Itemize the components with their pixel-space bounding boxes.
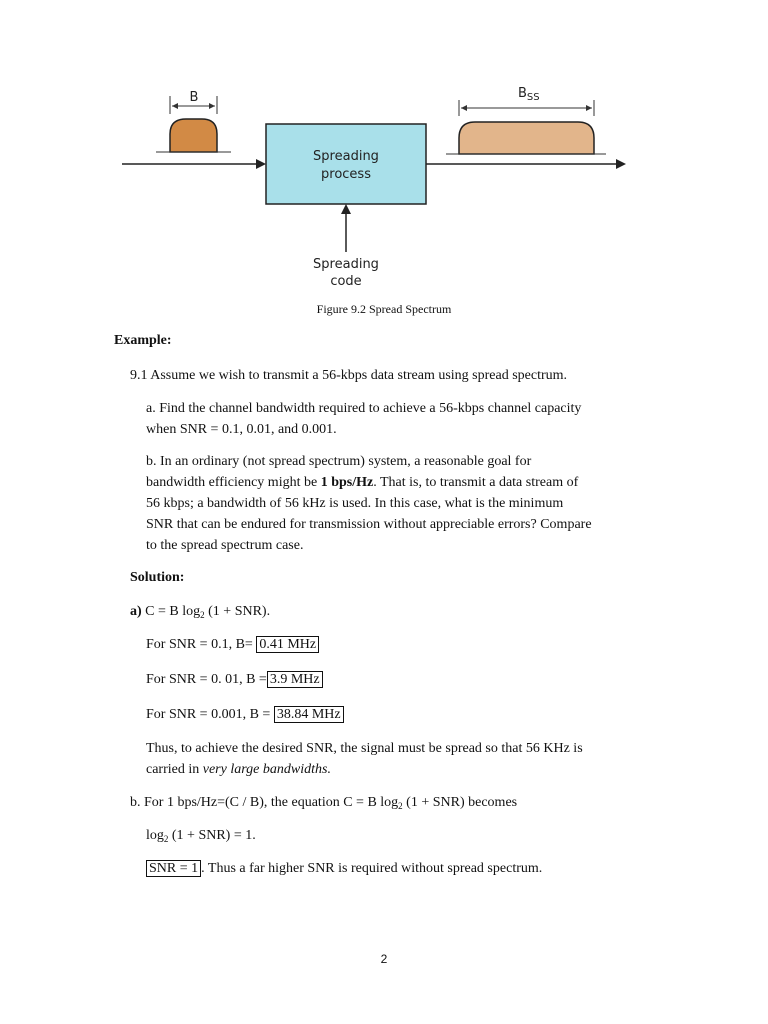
part-b-line: to the spread spectrum case. xyxy=(146,538,304,553)
bold-efficiency: 1 bps/Hz xyxy=(320,475,374,490)
bandwidth-bss-dimension xyxy=(459,86,594,116)
log-equation: $\log_2 (1 + SNR) = 1$. xyxy=(146,828,256,844)
spreading-process-box xyxy=(266,124,426,204)
page-number: 2 xyxy=(380,952,388,966)
problem-statement: 9.1 Assume we wish to transmit a 56-kbps data stream using spread spectrum. xyxy=(130,368,568,383)
answer-box: 0.41 MHz xyxy=(256,636,319,653)
snr-result-3: For SNR = 0.001, B = 38.84 MHz xyxy=(146,704,344,725)
solution-a-formula: a) C = B $\log_2 (1 + SNR)$. xyxy=(130,604,271,620)
answer-box: SNR = 1 xyxy=(146,860,201,877)
solution-a-conclusion: Thus, to achieve the desired SNR, the signal must be spread so that 56 KHz is carried in very large bandwidths. xyxy=(146,741,583,777)
code-label-line2: code xyxy=(330,274,362,289)
part-a-line: a. Find the channel bandwidth required to achieve a 56-kbps channel capacity xyxy=(146,401,582,416)
snr-result-2: For SNR = 0. 01, B = 3.9 MHz xyxy=(146,669,323,690)
solution-heading: Solution: xyxy=(130,570,185,585)
bandwidth-b-dimension xyxy=(170,90,217,114)
part-b-line: SNR that can be endured for transmission without appreciable errors? Compare xyxy=(146,517,592,532)
label-b: B xyxy=(189,90,199,105)
answer-box: 38.84 MHz xyxy=(274,706,344,723)
part-b-line: bandwidth efficiency might be 1 bps/Hz. That is, to transmit a data stream of xyxy=(146,475,579,490)
part-b-line: b. In an ordinary (not spread spectrum) system, a reasonable goal for xyxy=(146,454,532,469)
spread-spectrum-figure xyxy=(118,82,628,292)
answer-box: 3.9 MHz xyxy=(267,671,323,688)
narrowband-signal-shape xyxy=(170,119,217,152)
label-bss: $B_{SS}$ xyxy=(518,86,540,103)
wideband-signal-shape xyxy=(459,122,594,154)
solution-b-formula: b. For 1 bps/Hz=(C / B), the equation C = B $\log_2 (1 + SNR)$ becomes xyxy=(130,795,518,811)
figure-caption: Figure 9.2 Spread Spectrum xyxy=(316,302,452,316)
solution-b-result: SNR = 1 . Thus a far higher SNR is required without spread spectrum. xyxy=(146,858,542,879)
part-a-line: when SNR = 0.1, 0.01, and 0.001. xyxy=(146,422,337,437)
part-b-question xyxy=(146,451,592,556)
spread-spectrum-diagram xyxy=(118,82,628,292)
part-b-line: 56 kbps; a bandwidth of 56 kHz is used. In this case, what is the minimum xyxy=(146,496,564,511)
snr-result-1: For SNR = 0.1, B= 0.41 MHz xyxy=(146,634,319,655)
example-heading: Example: xyxy=(114,333,172,348)
part-a-question xyxy=(146,398,581,440)
code-label-line1: Spreading xyxy=(313,257,379,272)
box-label-line2: process xyxy=(321,167,371,182)
box-label-line1: Spreading xyxy=(313,149,379,164)
